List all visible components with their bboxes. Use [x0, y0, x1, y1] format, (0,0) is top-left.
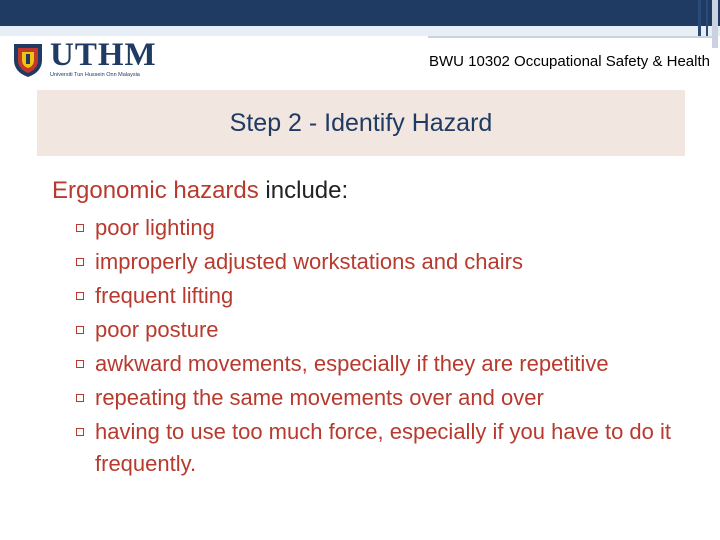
heading-emphasis: Ergonomic hazards: [52, 177, 259, 204]
list-item: poor posture: [52, 314, 692, 346]
list-item: poor lighting: [52, 212, 692, 244]
university-crest-icon: [10, 40, 46, 78]
top-banner: [0, 0, 720, 26]
slide-title: Step 2 - Identify Hazard: [229, 108, 493, 137]
list-item: frequent lifting: [52, 280, 692, 312]
list-item: having to use too much force, especially if you have to do it frequently.: [52, 416, 692, 480]
logo-subtitle: Universiti Tun Hussein Onn Malaysia: [50, 72, 140, 78]
course-title: BWU 10302 Occupational Safety & Health: [429, 53, 710, 70]
title-banner: [37, 90, 685, 156]
square-bullet-icon: [76, 258, 84, 266]
square-bullet-icon: [76, 360, 84, 368]
section-heading: [52, 176, 692, 206]
list-item: awkward movements, especially if they are repetitive: [52, 348, 692, 380]
list-item: improperly adjusted workstations and chairs: [52, 246, 692, 278]
square-bullet-icon: [76, 394, 84, 402]
slide-content: [52, 176, 692, 482]
logo-wordmark: UTHM: [50, 37, 157, 73]
top-banner-strip: [0, 26, 720, 36]
decorative-line: [706, 0, 708, 36]
square-bullet-icon: [76, 428, 84, 436]
heading-rest: include:: [258, 177, 349, 204]
list-item: repeating the same movements over and over: [52, 382, 692, 414]
hazard-list: [52, 212, 692, 480]
square-bullet-icon: [76, 292, 84, 300]
uthm-logo: [10, 37, 157, 78]
decorative-line: [712, 0, 718, 48]
decorative-line: [428, 36, 718, 38]
square-bullet-icon: [76, 326, 84, 334]
square-bullet-icon: [76, 224, 84, 232]
decorative-line: [698, 0, 701, 36]
